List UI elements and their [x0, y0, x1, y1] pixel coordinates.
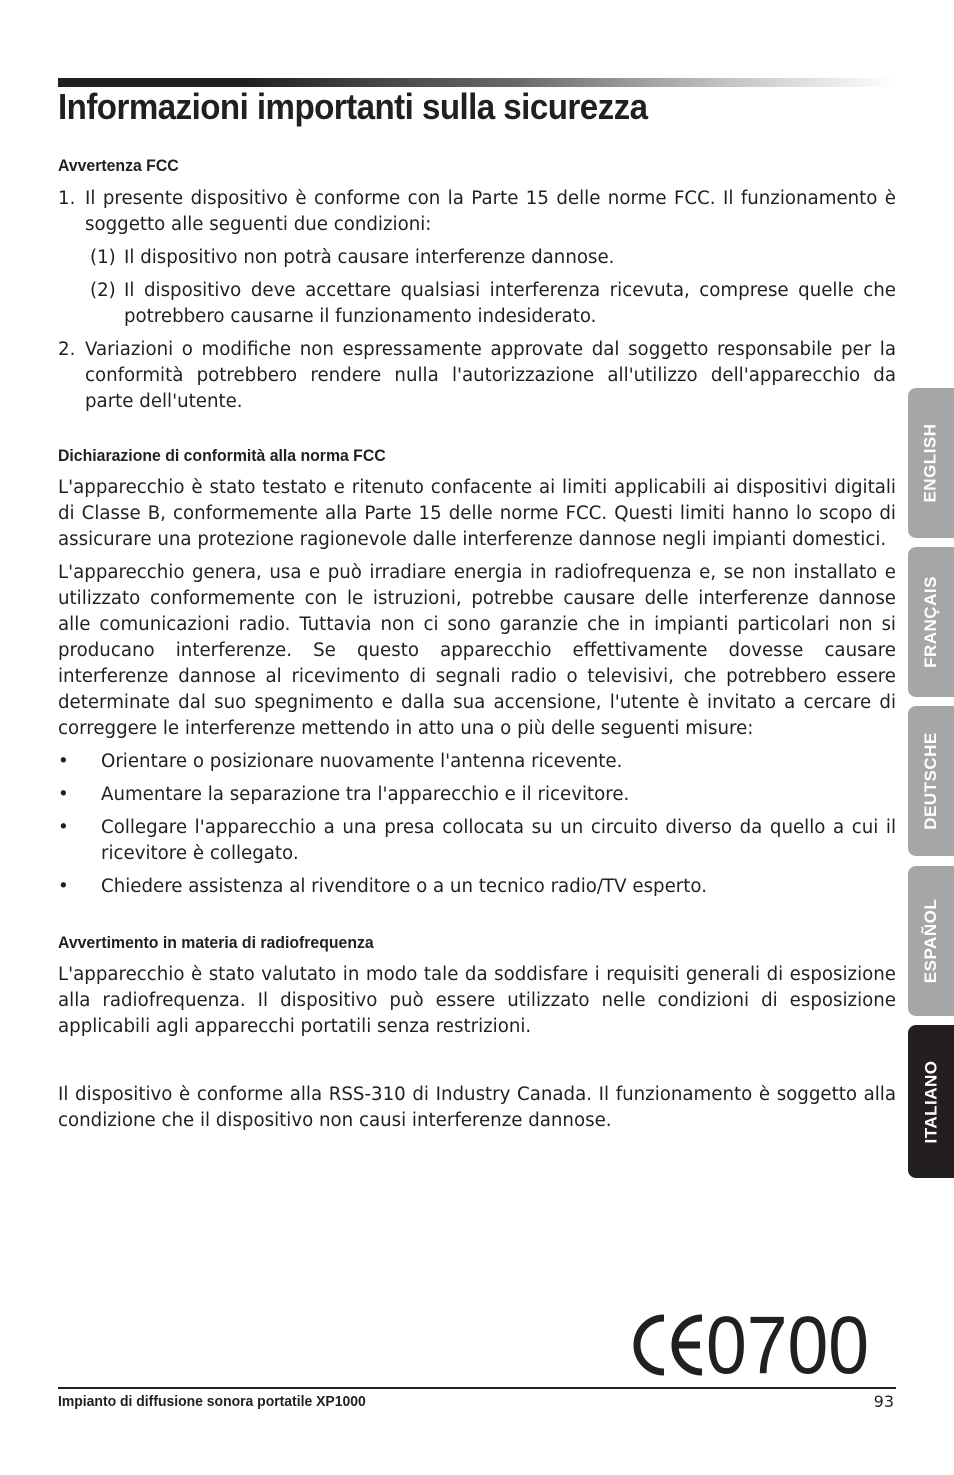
list-item: [58, 186, 896, 330]
list-item: [58, 815, 896, 867]
bullet-icon: •: [58, 876, 69, 897]
bullet-icon: •: [58, 751, 69, 772]
item-text: Variazioni o modifiche non espressamente approvate dal soggetto responsabile per la conformità potrebbero rendere nulla l'autorizzazione all'utilizzo dell'apparecchio da parte dell'utente.: [85, 339, 896, 412]
bullet-icon: •: [58, 784, 69, 805]
language-tab-italiano[interactable]: [908, 1025, 954, 1178]
page-title: Informazioni importanti sulla sicurezza: [58, 86, 648, 127]
list-item: [90, 278, 896, 330]
fcc-declaration-paragraph: L'apparecchio è stato testato e ritenuto confacente ai limiti applicabili ai dispositivi digitali di Classe B, conformemente alla Parte 15 delle norme FCC. Questi limiti hanno lo scopo di assicurare una protezione ragionevole dalle interferenze dannose negli impianti domestici.: [58, 477, 896, 550]
language-tab-label: FRANÇAIS: [921, 576, 940, 668]
language-tab-label: ENGLISH: [921, 423, 940, 503]
list-item: [58, 337, 896, 415]
language-tab-label: DEUTSCHE: [921, 732, 941, 830]
language-tab-label: ITALIANO: [921, 1059, 941, 1144]
item-number: (1): [90, 247, 116, 268]
list-item: [90, 245, 896, 271]
fcc-declaration-heading: Dichiarazione di conformità alla norma FCC: [58, 446, 386, 465]
rf-warning-paragraph: L'apparecchio è stato valutato in modo tale da soddisfare i requisiti generali di esposizione alla radiofrequenza. Il dispositivo può essere utilizzato nelle condizioni di esposizione applicabili agli apparecchi portatili senza restrizioni.: [58, 964, 896, 1037]
ce-mark-icon: [624, 1310, 874, 1380]
item-text: Collegare l'apparecchio a una presa collocata su un circuito diverso da quello a cui il ricevitore è collegato.: [101, 817, 896, 864]
bullet-icon: •: [58, 817, 69, 838]
list-item: [58, 749, 896, 775]
language-tab-english[interactable]: [908, 388, 954, 538]
language-tab-label: ESPAÑOL: [921, 898, 941, 984]
main-content: [58, 154, 896, 1134]
fcc-warning-heading: Avvertenza FCC: [58, 156, 179, 175]
language-tab-deutsche[interactable]: [908, 706, 954, 856]
item-text: Chiedere assistenza al rivenditore o a un tecnico radio/TV esperto.: [101, 876, 707, 897]
fcc-declaration-paragraph: L'apparecchio genera, usa e può irradiare energia in radiofrequenza e, se non installato e utilizzato conformemente con le istruzioni, potrebbe causare delle interferenze dannose alle comunicazioni radio. Tuttavia non ci sono garanzie che in impianti particolari non si producano interferenze. Se questo apparecchio effettivamente dovesse causare interferenze dannose al ricevimento di segnali radio o televisivi, che potrebbero essere determinate dal suo spegnimento e dalla sua accensione, l'utente è invitato a cercare di correggere le interferenze mettendo in atto una o più delle seguenti misure:: [58, 562, 896, 739]
item-text: Il presente dispositivo è conforme con la Parte 15 delle norme FCC. Il funzionamento è soggetto alle seguenti due condizioni:: [85, 188, 896, 235]
item-text: Il dispositivo deve accettare qualsiasi interferenza ricevuta, comprese quelle che potrebbero causarne il funzionamento indesiderato.: [124, 280, 896, 327]
language-tab-francais[interactable]: [908, 547, 954, 697]
item-text: Orientare o posizionare nuovamente l'antenna ricevente.: [101, 751, 623, 772]
page-number: 93: [873, 1392, 894, 1411]
item-number: 2.: [58, 339, 76, 360]
fcc-conditions-list: [90, 245, 896, 330]
rf-warning-heading: Avvertimento in materia di radiofrequenza: [58, 933, 374, 952]
ce-mark-number: 0700: [706, 1310, 869, 1380]
footer-title: Impianto di diffusione sonora portatile XP1000: [58, 1393, 366, 1410]
item-number: 1.: [58, 188, 76, 209]
language-tab-espanol[interactable]: [908, 866, 954, 1016]
footer-rule: [58, 1387, 896, 1389]
list-item: [58, 782, 896, 808]
item-text: Il dispositivo non potrà causare interferenze dannose.: [124, 247, 615, 268]
list-item: [58, 874, 896, 900]
interference-measures-list: [58, 749, 896, 900]
fcc-warning-list: [58, 186, 896, 415]
item-text: Aumentare la separazione tra l'apparecchio e il ricevitore.: [101, 784, 630, 805]
item-number: (2): [90, 280, 116, 301]
industry-canada-paragraph: Il dispositivo è conforme alla RSS-310 di Industry Canada. Il funzionamento è soggetto alla condizione che il dispositivo non causi interferenze dannose.: [58, 1084, 896, 1131]
